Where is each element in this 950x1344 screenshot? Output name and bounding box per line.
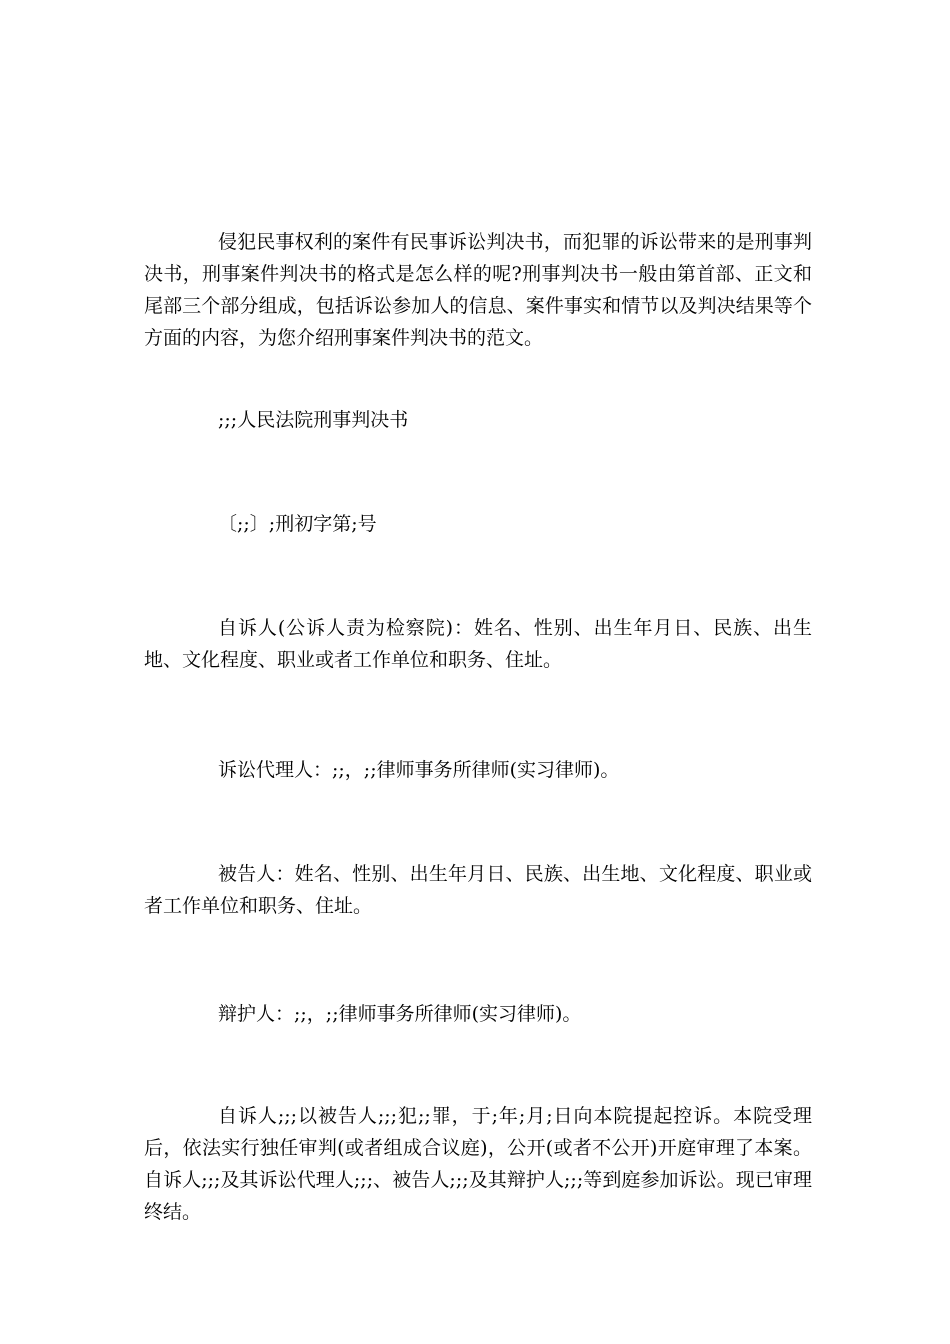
intro-paragraph: 侵犯民事权利的案件有民事诉讼判决书，而犯罪的诉讼带来的是刑事判决书，刑事案件判决书的格式是怎么样的呢?刑事判决书一般由第首部、正文和尾部三个部分组成，包括诉讼参加人的信息、案件事实和情节以及判决结果等个方面的内容，为您介绍刑事案件判决书的范文。 [144, 231, 812, 349]
court-title: ;;;人民法院刑事判决书 [218, 409, 409, 431]
plaintiff-info: 自诉人(公诉人责为检察院)：姓名、性别、出生年月日、民族、出生地、文化程度、职业或者工作单位和职务、住址。 [144, 617, 812, 671]
defender-info: 辩护人：;;，;;律师事务所律师(实习律师)。 [218, 1003, 582, 1025]
case-proceedings: 自诉人;;;以被告人;;;犯;;罪，于;年;月;日向本院提起控诉。本院受理后，依法实行独任审判(或者组成合议庭)，公开(或者不公开)开庭审理了本案。自诉人;;;及其诉讼代理人;;;、被告人;;;及其辩护人;;;等到庭参加诉讼。现已审理终结。 [144, 1105, 812, 1223]
case-number: 〔;;〕;刑初字第;号 [218, 513, 377, 535]
defendant-info: 被告人：姓名、性别、出生年月日、民族、出生地、文化程度、职业或者工作单位和职务、住址。 [144, 863, 812, 917]
litigation-agent: 诉讼代理人：;;，;;律师事务所律师(实习律师)。 [218, 759, 620, 781]
